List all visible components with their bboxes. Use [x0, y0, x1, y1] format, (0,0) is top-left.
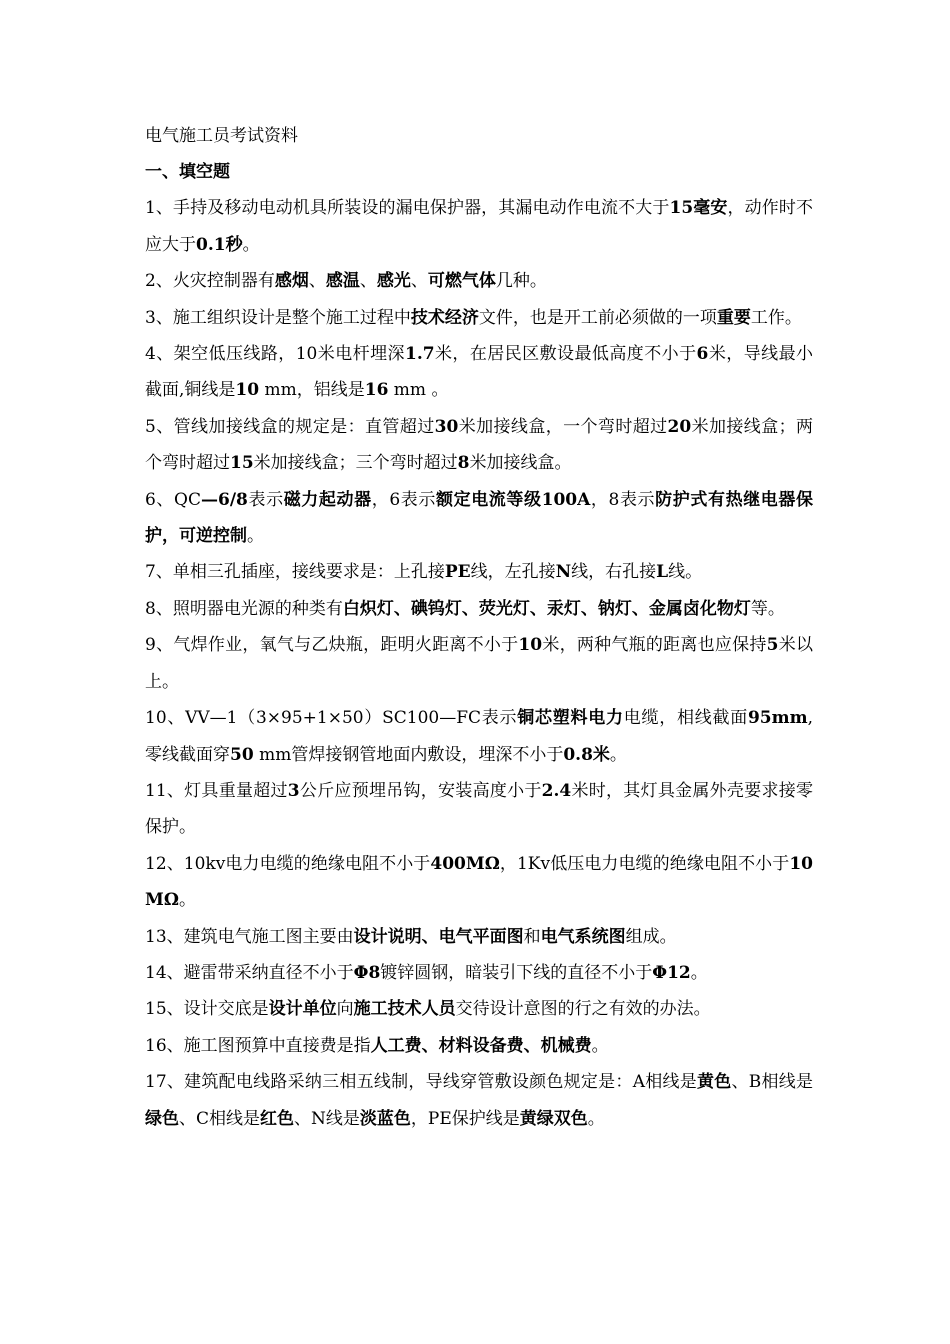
- question-text: mm 。: [388, 380, 449, 401]
- answer-text: N: [555, 562, 572, 583]
- answer-text: 防护式有热继电器保护，可逆控制: [145, 489, 814, 547]
- question-text: ,零线截面穿: [145, 708, 814, 765]
- answer-text: 施工技术人员: [353, 999, 456, 1020]
- question-text: 线。: [668, 562, 703, 583]
- question-text: 、: [410, 271, 428, 292]
- question-16: [145, 1028, 813, 1064]
- question-15: [145, 991, 813, 1027]
- answer-text: 0.1秒: [196, 234, 243, 255]
- answer-text: 淡蓝色: [359, 1108, 411, 1129]
- answer-text: 400MΩ: [430, 853, 500, 874]
- question-text: 和: [523, 926, 541, 947]
- question-8: [145, 591, 813, 627]
- answer-text: 技术经济: [410, 307, 479, 328]
- answer-text: 设计说明、电气平面图: [353, 926, 524, 947]
- question-text: 、N线是: [294, 1108, 360, 1129]
- answer-text: 50: [230, 744, 254, 765]
- document-title: 电气施工员考试资料: [145, 126, 298, 146]
- question-text: 。: [690, 962, 708, 983]
- question-text: mm，铝线是: [259, 380, 365, 401]
- answer-text: 15毫安: [669, 198, 728, 219]
- question-text: 文件，也是开工前必须做的一项: [478, 307, 717, 328]
- answer-text: 设计单位: [268, 999, 337, 1020]
- answer-text: 红色: [260, 1108, 295, 1129]
- question-text: 、: [308, 271, 326, 292]
- question-2: [145, 263, 813, 299]
- question-text: 、B相线是: [731, 1072, 814, 1093]
- question-text: 15、设计交底是: [145, 999, 269, 1020]
- answer-text: 8: [457, 453, 470, 474]
- question-text: 。: [242, 234, 260, 255]
- question-list: [145, 190, 813, 1137]
- question-text: 米加接线盒。: [469, 453, 572, 474]
- question-17: [145, 1064, 813, 1137]
- question-text: ，动作时不应大于: [145, 198, 813, 255]
- question-10: [145, 700, 813, 773]
- answer-text: 16: [364, 380, 389, 401]
- question-text: 4、架空低压线路，10米电杆埋深: [145, 344, 405, 365]
- answer-text: 铜芯塑料电力: [517, 708, 624, 729]
- question-12: [145, 846, 813, 919]
- answer-text: 0.8米: [563, 744, 610, 765]
- question-13: [145, 919, 813, 955]
- answer-text: 10: [235, 380, 260, 401]
- question-text: 1、手持及移动电动机具所装设的漏电保护器，其漏电动作电流不大于: [145, 198, 670, 219]
- question-text: 公斤应预埋吊钩，安装高度小于: [299, 780, 542, 801]
- answer-text: 10: [518, 635, 543, 656]
- answer-text: 6: [696, 344, 709, 365]
- question-text: 12、10kv电力电缆的绝缘电阻不小于: [145, 853, 431, 874]
- question-text: 米以上。: [145, 635, 813, 692]
- question-text: 6、QC: [145, 489, 201, 510]
- question-text: 米加接线盒；三个弯时超过: [253, 453, 458, 474]
- answer-text: 3: [287, 780, 300, 801]
- question-text: 几种。: [495, 271, 547, 292]
- answer-text: 感烟: [274, 271, 309, 292]
- question-text: 电缆，相线截面: [623, 708, 748, 729]
- answer-text: 95mm: [747, 708, 808, 729]
- question-14: [145, 955, 813, 991]
- question-text: 16、施工图预算中直接费是指: [145, 1035, 371, 1056]
- answer-text: 感温: [325, 271, 360, 292]
- answer-text: 电气系统图: [540, 926, 626, 947]
- question-4: [145, 336, 813, 409]
- question-text: 米，导线最小截面,铜线是: [145, 344, 814, 401]
- answer-text: 1.7: [404, 344, 435, 365]
- answer-text: Φ12: [652, 962, 691, 983]
- answer-text: 人工费、材料设备费、机械费: [370, 1035, 592, 1056]
- answer-text: 30: [434, 416, 459, 437]
- question-5: [145, 409, 813, 482]
- question-text: 米加接线盒，一个弯时超过: [458, 416, 668, 437]
- question-text: 。: [609, 744, 627, 765]
- answer-text: 黄绿双色: [519, 1108, 588, 1129]
- question-text: 14、避雷带采纳直径不小于: [145, 962, 354, 983]
- question-text: ，1Kv低压电力电缆的绝缘电阻不小于: [499, 853, 790, 874]
- question-text: 米，在居民区敷设最低高度不小于: [434, 344, 697, 365]
- question-text: 米加接线盒；两个弯时超过: [145, 416, 814, 474]
- question-text: 9、气焊作业，氧气与乙炔瓶，距明火距离不小于: [145, 635, 519, 656]
- question-text: 线，右孔接: [571, 562, 657, 583]
- question-text: 米时，其灯具金属外壳要求接零保护。: [145, 780, 813, 838]
- question-text: 。: [178, 890, 196, 911]
- question-11: [145, 773, 813, 846]
- question-text: 7、单相三孔插座，接线要求是：上孔接: [145, 562, 445, 583]
- question-text: 工作。: [750, 307, 802, 328]
- answer-text: Φ8: [353, 962, 381, 983]
- answer-text: 10 MΩ: [145, 853, 813, 911]
- question-3: [145, 300, 813, 336]
- question-text: 线，左孔接: [470, 562, 556, 583]
- answer-text: 20: [667, 416, 692, 437]
- question-text: 。: [247, 526, 264, 547]
- question-text: 2、火灾控制器有: [145, 271, 275, 292]
- question-text: 10、VV—1（3×95+1×50）SC100—FC表示: [145, 708, 518, 729]
- answer-text: 黄色: [696, 1072, 732, 1093]
- answer-text: 15: [230, 453, 254, 474]
- question-9: [145, 627, 813, 700]
- question-text: 。: [587, 1108, 605, 1129]
- answer-text: 磁力起动器: [283, 489, 372, 510]
- question-text: 、C相线是: [179, 1108, 261, 1129]
- question-text: 8、照明器电光源的种类有: [145, 598, 343, 619]
- answer-text: PE: [444, 562, 471, 583]
- question-text: ，PE保护线是: [410, 1108, 520, 1129]
- question-7: [145, 554, 813, 590]
- answer-text: 5: [766, 635, 779, 656]
- question-text: mm管焊接钢管地面内敷设，埋深不小于: [253, 744, 564, 765]
- question-text: 11、灯具重量超过: [145, 780, 288, 801]
- answer-text: 可燃气体: [427, 271, 496, 292]
- question-text: 、: [359, 271, 377, 292]
- question-text: 3、施工组织设计是整个施工过程中: [145, 307, 411, 328]
- answer-text: —6/8: [200, 489, 248, 510]
- question-text: 17、建筑配电线路采纳三相五线制，导线穿管敷设颜色规定是：A相线是: [145, 1072, 697, 1093]
- question-6: [145, 482, 813, 555]
- question-text: 组成。: [625, 926, 677, 947]
- answer-text: 重要: [716, 307, 751, 328]
- question-text: 13、建筑电气施工图主要由: [145, 926, 354, 947]
- question-text: 向: [336, 999, 354, 1020]
- question-text: ，6表示: [371, 489, 436, 510]
- document-page: [145, 118, 813, 1137]
- question-text: ，8表示: [590, 489, 656, 510]
- section-heading: 一、填空题: [145, 162, 230, 182]
- question-text: 表示: [247, 489, 284, 510]
- answer-text: 2.4: [541, 780, 572, 801]
- answer-text: 绿色: [145, 1108, 179, 1129]
- question-1: [145, 190, 813, 263]
- question-text: 5、管线加接线盒的规定是：直管超过: [145, 416, 435, 437]
- answer-text: 感光: [376, 271, 411, 292]
- answer-text: 额定电流等级100A: [435, 489, 591, 510]
- question-text: 。: [591, 1035, 609, 1056]
- answer-text: 白炽灯、碘钨灯、荧光灯、汞灯、钠灯、金属卤化物灯: [342, 598, 751, 619]
- answer-text: L: [656, 562, 669, 583]
- question-text: 米，两种气瓶的距离也应保持: [542, 635, 767, 656]
- question-text: 镀锌圆钢，暗装引下线的直径不小于: [380, 962, 653, 983]
- question-text: 等。: [750, 598, 785, 619]
- question-text: 交待设计意图的行之有效的办法。: [455, 999, 711, 1020]
